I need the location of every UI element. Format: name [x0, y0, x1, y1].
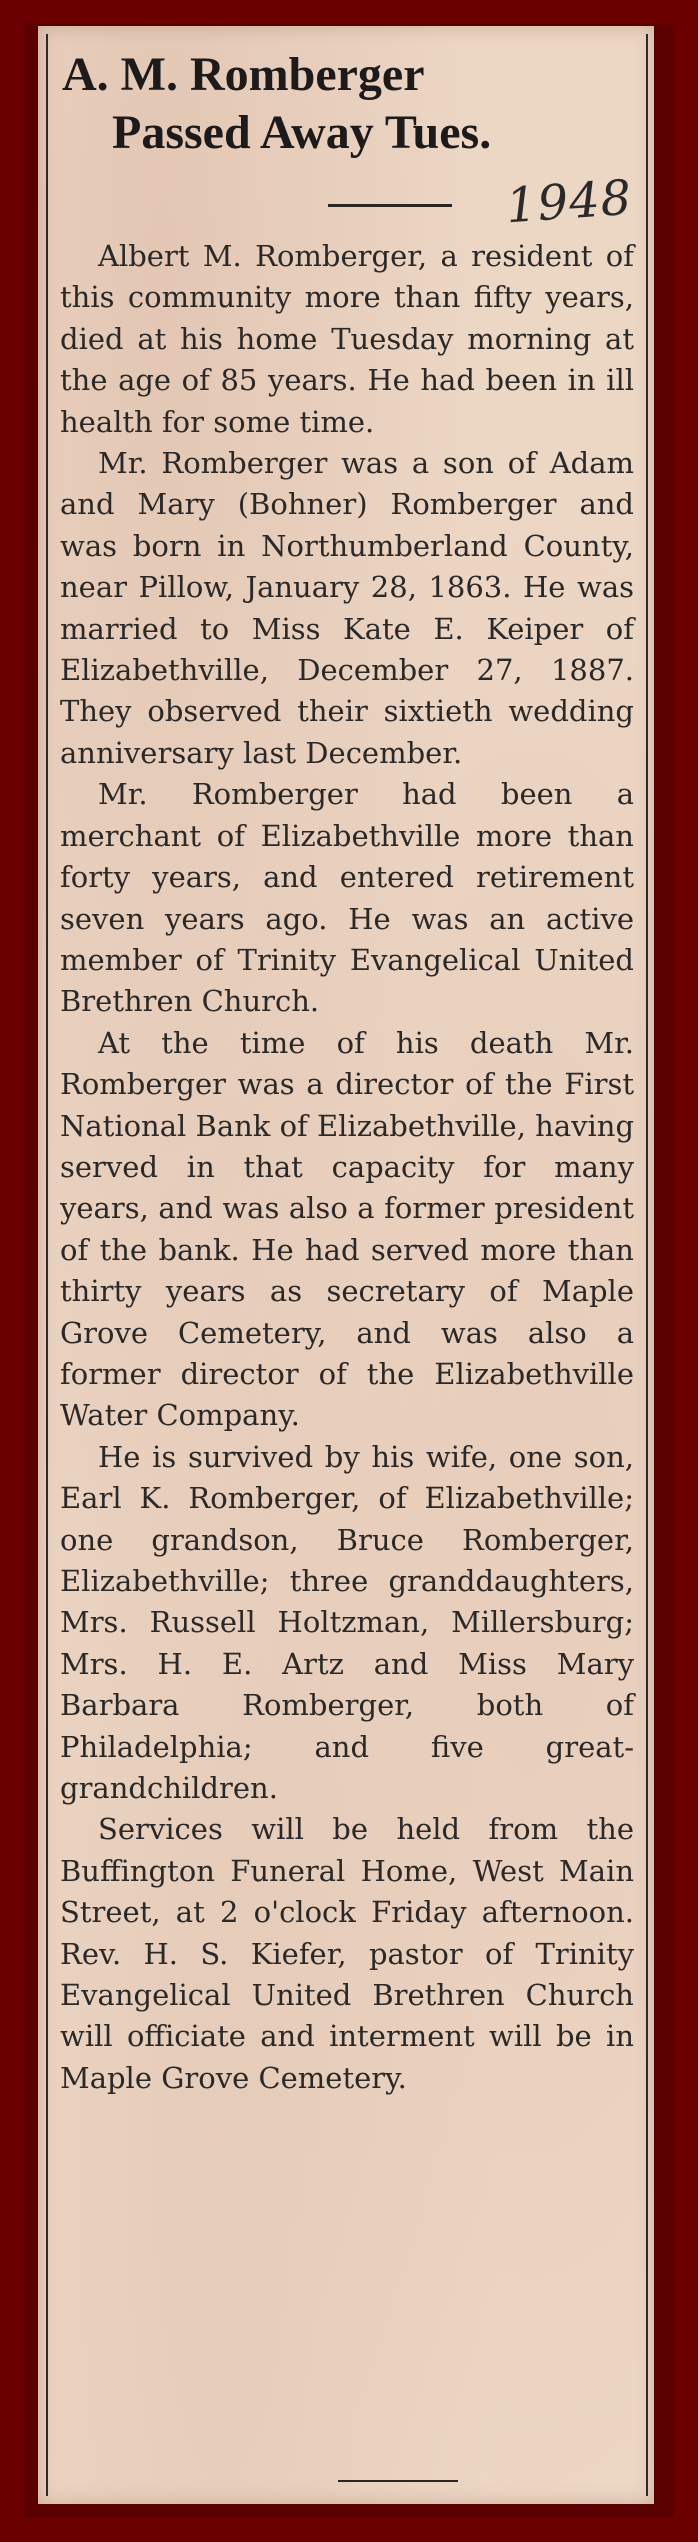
bottom-rule [338, 2480, 458, 2482]
paragraph: Mr. Romberger had been a merchant of Elizabethville more than forty years, and entered retirement seven years ago. He was an active member of Trinity Evangelical United Brethren Church. [60, 777, 634, 1019]
paragraph: Mr. Romberger was a son of Adam and Mary (Bohner) Romberger and was born in Northumberland County, near Pillow, January 28, 1863. He was married to Miss Kate E. Keiper of Elizabethville, December 27, 1887. They observed their sixtieth wedding anniversary last December. [60, 446, 634, 770]
newspaper-clipping [38, 26, 654, 2504]
handwritten-year: 1948 [504, 169, 634, 235]
headline [60, 46, 636, 162]
column-rule-right [646, 34, 648, 2496]
headline-line-1: A. M. Romberger [62, 48, 425, 101]
headline-line-2: Passed Away Tues. [112, 106, 492, 159]
headline-rule [328, 204, 452, 207]
article-body [60, 236, 634, 2099]
paragraph: Albert M. Romberger, a resident of this community more than fifty years, died at his home Tuesday morning at the age of 85 years. He had been in ill health for some time. [60, 239, 634, 439]
column-rule-left [46, 34, 48, 2496]
paragraph: He is survived by his wife, one son, Earl K. Romberger, of Elizabethville; one grandson, Bruce Romberger, Elizabethville; three granddaughters, Mrs. Russell Holtzman, Millersburg; Mrs. H. E. Artz and Miss Mary Barbara Romberger, both of Philadelphia; and five great-grandchildren. [60, 1439, 634, 1806]
paragraph: Services will be held from the Buffington Funeral Home, West Main Street, at 2 o'clock Friday afternoon. Rev. H. S. Kiefer, pastor of Trinity Evangelical United Brethren Church will officiate and interment will be in Maple Grove Cemetery. [60, 1812, 634, 2095]
paragraph: At the time of his death Mr. Romberger was a director of the First National Bank of Elizabethville, having served in that capacity for many years, and was also a former president of the bank. He had served more than thirty years as secretary of Maple Grove Cemetery, and was also a former director of the Elizabethville Water Company. [60, 1025, 635, 1433]
